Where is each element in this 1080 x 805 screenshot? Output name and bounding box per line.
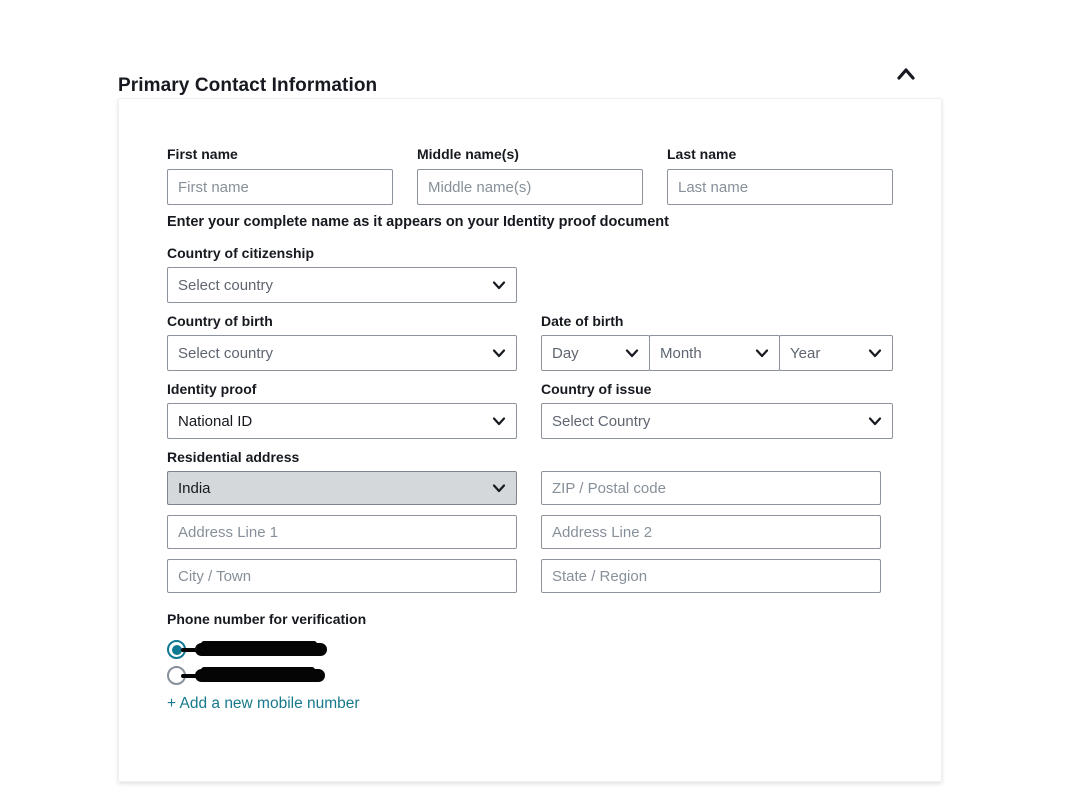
middle-name-input[interactable]: [417, 169, 643, 205]
country-of-citizenship-label: Country of citizenship: [167, 245, 314, 261]
select-value: Select country: [178, 276, 274, 294]
chevron-up-icon: [894, 63, 918, 85]
primary-contact-card: [118, 98, 942, 782]
date-of-birth-label: Date of birth: [541, 313, 624, 329]
page-title: Primary Contact Information: [118, 74, 378, 96]
chevron-down-icon: [492, 416, 506, 426]
country-of-issue-label: Country of issue: [541, 381, 652, 397]
country-of-issue-select[interactable]: [541, 403, 893, 439]
identity-proof-label: Identity proof: [167, 381, 257, 397]
chevron-down-icon: [868, 348, 882, 358]
chevron-down-icon: [492, 348, 506, 358]
country-of-citizenship-select[interactable]: [167, 267, 517, 303]
dob-year-select[interactable]: [779, 335, 893, 371]
select-value: Select Country: [552, 412, 651, 430]
identity-proof-select[interactable]: [167, 403, 517, 439]
first-name-input[interactable]: [167, 169, 393, 205]
address-line-1-input[interactable]: [167, 515, 517, 549]
chevron-down-icon: [492, 483, 506, 493]
select-value: National ID: [178, 412, 253, 430]
select-value: Year: [790, 344, 821, 362]
phone-option-1: [167, 640, 327, 659]
phone-option-2: [167, 666, 325, 685]
chevron-down-icon: [755, 348, 769, 358]
dob-month-select[interactable]: [649, 335, 780, 371]
collapse-section-button[interactable]: [891, 60, 921, 88]
country-of-birth-label: Country of birth: [167, 313, 273, 329]
redacted-phone-number: [195, 669, 325, 682]
dob-day-select[interactable]: [541, 335, 650, 371]
redacted-phone-number: [195, 643, 327, 656]
last-name-label: Last name: [667, 146, 737, 162]
chevron-down-icon: [625, 348, 639, 358]
last-name-input[interactable]: [667, 169, 893, 205]
chevron-down-icon: [868, 416, 882, 426]
country-of-birth-select[interactable]: [167, 335, 517, 371]
first-name-label: First name: [167, 146, 238, 162]
add-mobile-number-link[interactable]: + Add a new mobile number: [167, 695, 360, 712]
residential-address-label: Residential address: [167, 449, 300, 465]
name-note: Enter your complete name as it appears on your Identity proof document: [167, 214, 669, 230]
city-town-input[interactable]: [167, 559, 517, 593]
residential-country-select[interactable]: [167, 471, 517, 505]
zip-postal-code-input[interactable]: [541, 471, 881, 505]
phone-verification-label: Phone number for verification: [167, 611, 367, 627]
state-region-input[interactable]: [541, 559, 881, 593]
select-value: Select country: [178, 344, 274, 362]
middle-name-label: Middle name(s): [417, 146, 519, 162]
address-line-2-input[interactable]: [541, 515, 881, 549]
select-value: India: [178, 479, 211, 497]
chevron-down-icon: [492, 280, 506, 290]
select-value: Month: [660, 344, 702, 362]
select-value: Day: [552, 344, 579, 362]
